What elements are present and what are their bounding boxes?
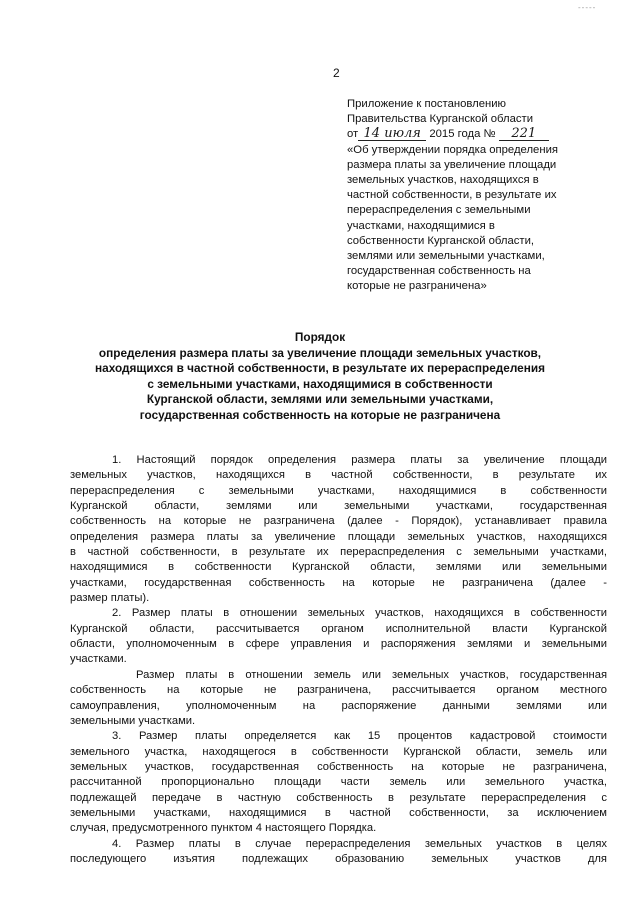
appendix-desc-line: землями или земельными участками,: [347, 250, 545, 263]
appendix-date-line: [347, 127, 622, 142]
appendix-desc-line: участками, находящимися в: [347, 219, 495, 232]
appendix-from: от: [347, 128, 359, 141]
document-title: [40, 330, 600, 424]
body-line-text: 3. Размер платы определяется как 15 процентов кадастровой стоимости: [112, 730, 607, 743]
appendix-desc-line: частной собственности, в результате их: [347, 189, 557, 202]
body-line: [70, 530, 607, 545]
appendix-line: Правительства Курганской области: [347, 113, 534, 126]
body-line: [70, 637, 607, 652]
body-line-text: последующего изъятия подлежащих образованию земельных участков для: [70, 852, 607, 865]
title-line: Курганской области, землями или земельными участками,: [146, 392, 494, 407]
body-line: [70, 576, 607, 591]
handwritten-number: 221: [499, 128, 549, 141]
document-body: [70, 453, 607, 867]
body-line: [70, 837, 607, 852]
title-line: Порядок: [294, 330, 346, 344]
body-line-text: перераспределения с земельными участками, находящимися в собственности: [70, 484, 607, 497]
body-line: [70, 468, 607, 483]
body-line-text: земельных участков, находящихся в частной собственности, в результате их: [70, 469, 607, 482]
body-line: [70, 791, 607, 806]
body-line: [70, 499, 607, 514]
body-line-text: в частной собственности, в результате их перераспределения с земельными участками,: [70, 546, 607, 559]
body-line-text: определения размера платы за увеличение площади земельных участков, находящихся: [70, 530, 607, 543]
body-line: [70, 484, 607, 499]
body-line: [70, 760, 607, 775]
body-line-text: Курганской области, землями или земельными участками, государственная: [70, 500, 607, 513]
appendix-block: [347, 97, 622, 295]
body-line: [70, 668, 607, 683]
body-line-text: собственность на которые не разграничена (далее - Порядок), устанавливает правила: [70, 515, 607, 528]
body-line-text: земельными участками, находящимися в частной собственности, за исключением: [70, 806, 607, 819]
appendix-desc-line: «Об утверждении порядка определения: [347, 143, 559, 156]
appendix-desc-line: которые не разграничена»: [347, 280, 487, 293]
body-line-text: самоуправления, уполномоченным на распоряжение данными землями или: [70, 699, 607, 712]
body-line-text: участками.: [70, 653, 127, 666]
body-line-text: земельными участками.: [70, 714, 196, 727]
body-line-text: участками, государственная собственность на которые не разграничена (далее -: [70, 576, 607, 589]
body-line: [70, 545, 607, 560]
body-line: [70, 775, 607, 790]
body-line: [70, 806, 607, 821]
body-line: [70, 560, 607, 575]
body-line: [70, 745, 607, 760]
body-line-text: 4. Размер платы в случае перераспределения земельных участков в целях: [112, 837, 607, 850]
body-line: [70, 622, 607, 637]
appendix-desc-line: собственности Курганской области,: [347, 234, 535, 247]
body-line-text: собственность на которые не разграничена, рассчитывается органом местного: [70, 684, 607, 697]
body-line-text: земельных участков, государственная собственность на которые не разграничена,: [70, 760, 607, 773]
body-line: [70, 821, 607, 836]
body-line-text: 2. Размер платы в отношении земельных участков, находящихся в собственности: [112, 607, 607, 620]
body-line: [70, 606, 607, 621]
appendix-desc-line: перераспределения с земельными: [347, 204, 531, 217]
appendix-line: Приложение к постановлению: [347, 98, 507, 110]
body-line-text: рассчитанной пропорционально площади части земель или земельного участка,: [70, 776, 607, 789]
appendix-year: 2015 года №: [429, 128, 496, 141]
body-line-text: области, уполномоченным в сфере управления и распоряжения землями и земельными: [70, 638, 607, 651]
appendix-desc-line: государственная собственность на: [347, 265, 531, 278]
body-line-text: 1. Настоящий порядок определения размера платы за увеличение площади: [112, 454, 607, 466]
title-line: государственная собственность на которые не разграничена: [139, 407, 501, 422]
body-line: [70, 852, 607, 867]
title-line: находящихся в частной собственности, в результате их перераспределения: [95, 361, 545, 376]
body-line-text: земельного участка, находящегося в собственности Курганской области, земель или: [70, 745, 607, 758]
appendix-desc-line: земельных участков, находящихся в: [347, 174, 539, 187]
body-line-text: подлежащей передаче в частную собственность в результате перераспределения с: [70, 791, 607, 804]
body-line-text: находящимися в собственности Курганской области, землями или земельными: [70, 561, 607, 574]
title-line: определения размера платы за увеличение площади земельных участков,: [98, 345, 542, 360]
body-line-text: Размер платы в отношении земель или земельных участков, государственная: [136, 668, 607, 681]
page-number: 2: [333, 66, 340, 80]
corner-mark: -----: [578, 3, 597, 12]
body-line-text: размер платы).: [70, 592, 150, 605]
body-line: [70, 729, 607, 744]
body-line: [70, 453, 607, 468]
body-line: [70, 652, 607, 667]
body-line: [70, 683, 607, 698]
body-line-text: Курганской области, рассчитывается органом исполнительной власти Курганской: [70, 622, 607, 635]
body-line: [70, 591, 607, 606]
body-line: [70, 514, 607, 529]
body-line: [70, 714, 607, 729]
appendix-desc-line: размера платы за увеличение площади: [347, 158, 557, 171]
title-line: с земельными участками, находящимися в собственности: [147, 376, 493, 391]
body-line: [70, 699, 607, 714]
handwritten-date: 14 июля: [358, 128, 426, 141]
body-line-text: случая, предусмотренного пунктом 4 настоящего Порядка.: [70, 822, 377, 835]
